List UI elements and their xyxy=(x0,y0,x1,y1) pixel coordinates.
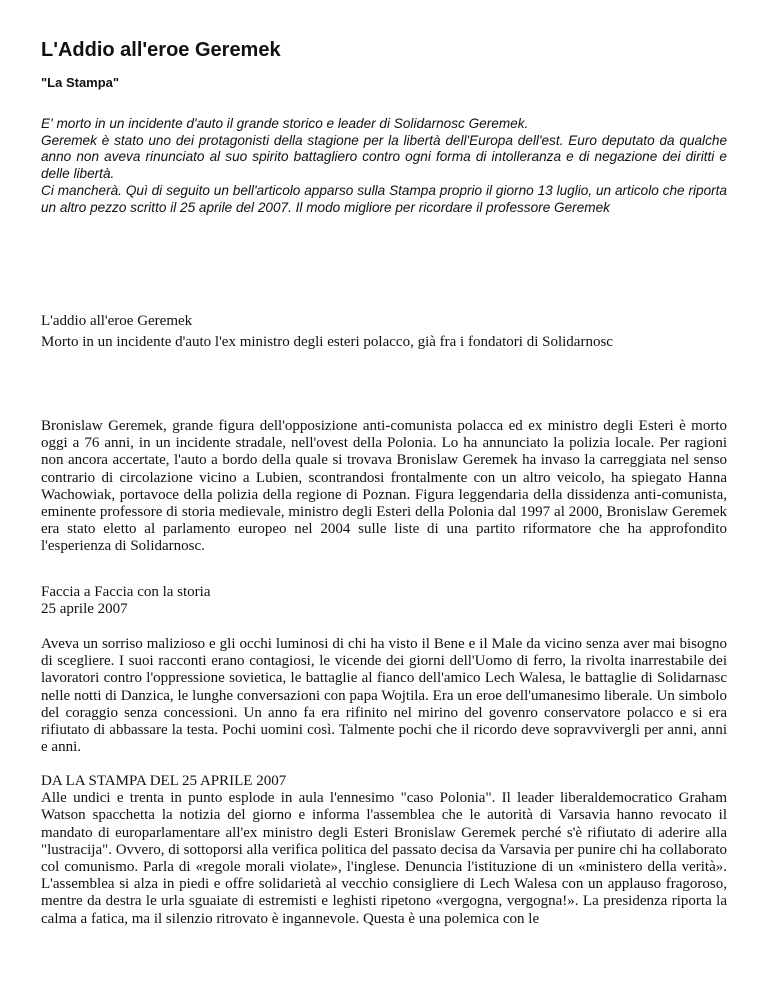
section-title: Faccia a Faccia con la storia xyxy=(41,584,211,600)
intro-line: Geremek è stato uno dei protagonisti della stagione per la libertà dell'Europa dell'est. Euro deputato da qualche anno non aveva rinunciato al suo spirito battagliero contro ogni forma di intolleranza e di negazione dei diritti e delle libertà. xyxy=(41,132,727,182)
intro-line: Ci mancherà. Quì di seguito un bell'articolo apparso sulla Stampa proprio il giorno 13 luglio, un articolo che riporta un altro pezzo scritto il 25 aprile del 2007. Il modo migliore per ricordare il professore Geremek xyxy=(41,182,727,215)
paragraph-text: Aveva un sorriso malizioso e gli occhi luminosi di chi ha visto il Bene e il Male da vicino senza aver mai bisogno di scegliere. I suoi racconti erano contagiosi, le vicende dei giorni dell'Uomo di ferro, la rivolta inarrestabile dei lavoratori contro l'oppressione sovietica, le battaglie al fianco dell'amico Lech Walesa, le battaglie di Solidarnasc nelle notti di Danzica, le lunghe conversazioni con papa Wojtila. Era un eroe dell'umanesimo liberale. Un simbolo del coraggio senza concessioni. Un anno fa era rifinito nel mirino del govenro conservatore polacco e si era rifiutato di abbassare la testa. Pochi uomini così. Talmente pochi che il ricordo deve sopravvivergli per anni, anni e anni. xyxy=(41,636,727,756)
section-header xyxy=(41,584,727,618)
stampa-section xyxy=(41,773,727,928)
page-title: L'Addio all'eroe Geremek xyxy=(41,39,281,61)
intro-text xyxy=(41,116,727,216)
article-paragraph xyxy=(41,418,727,556)
paragraph-text: Bronislaw Geremek, grande figura dell'opposizione anti-comunista polacca ed ex ministro degli Esteri è morto oggi a 76 anni, in un incidente stradale, nell'ovest della Polonia. Lo ha annunciato la polizia locale. Per ragioni non ancora accertate, l'auto a bordo della quale si trovava Bronislaw Geremek ha invaso la carreggiata nel senso contrario di circolazione vicino a Lubien, scontrandosi frontalmente con un altro veicolo, ha spiegato Hanna Wachowiak, portavoce della polizia della regione di Poznan. Figura leggendaria della dissidenza anti-comunista, eminente professore di storia medievale, ministro degli Esteri della Polonia dal 1997 al 2000, Bronislaw Geremek era stato eletto al parlamento europeo nel 2004 sulle liste di una partito riformatore che ha approfondito l'esperienza di Solidarnosc. xyxy=(41,418,727,555)
section-date: 25 aprile 2007 xyxy=(41,601,128,618)
paragraph-text: Alle undici e trenta in punto esplode in aula l'ennesimo "caso Polonia". Il leader liberaldemocratico Graham Watson spacchetta la notizia del giorno e informa l'assemblea che le autorità di Varsavia hanno revocato il mandato di europarlamentare all'ex ministro degli Esteri Bronislaw Geremek perché s'è rifiutato di aderire alla "lustracija". Ovvero, di sottoporsi alla verifica politica del passato decisa da Varsavia per punire chi ha collaborato col comunismo. Parla di «regole morali violate», l'inglese. Denuncia l'istituzione di un «ministero della verità». L'assemblea si alza in piedi e offre solidarietà al vecchio consigliere di Lech Walesa con un applauso fragoroso, mentre da destra le urla sguaiate di estremisti e leghisti ripetono «vergogna, vergogna!». La presidenza riporta la calma a fatica, ma il silenzio ritrovato è ingannevole. Questa è una polemica con le xyxy=(41,790,727,927)
source-label: "La Stampa" xyxy=(41,75,120,90)
stampa-heading: DA LA STAMPA DEL 25 APRILE 2007 xyxy=(41,773,287,789)
article-paragraph xyxy=(41,636,727,756)
intro-line: E' morto in un incidente d'auto il grande storico e leader di Solidarnosc Geremek. xyxy=(41,116,529,131)
article-heading: L'addio all'eroe Geremek xyxy=(41,313,193,329)
article-subheading: Morto in un incidente d'auto l'ex ministro degli esteri polacco, già fra i fondatori di Solidarnosc xyxy=(41,334,613,350)
